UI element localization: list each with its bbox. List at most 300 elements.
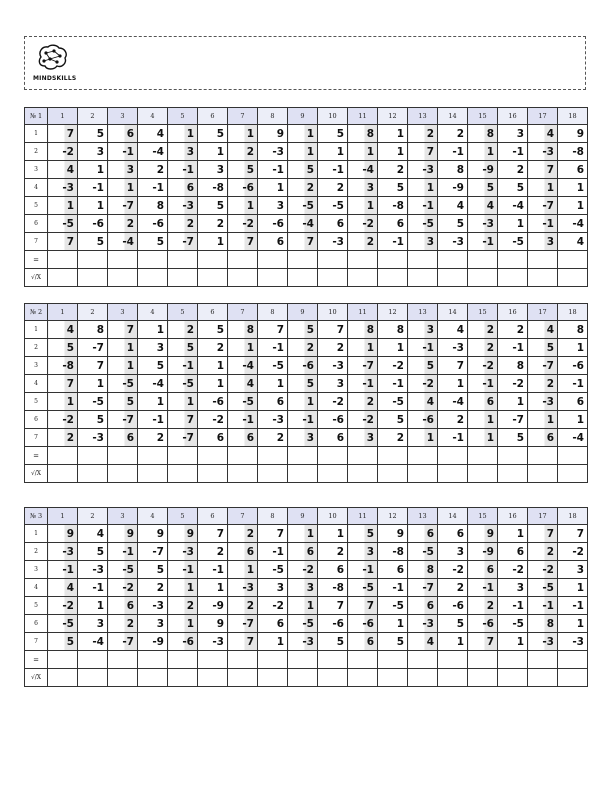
column-header: 6 [198, 108, 228, 125]
column-header: 2 [78, 108, 108, 125]
number-cell: -2 [318, 393, 348, 411]
number-cell: 1 [108, 179, 138, 197]
number-cell: -7 [168, 233, 198, 251]
answer-cell[interactable] [498, 447, 528, 465]
number-cell: -6 [318, 411, 348, 429]
number-cell: -3 [468, 215, 498, 233]
answer-cell[interactable] [138, 447, 168, 465]
answer-cell[interactable] [198, 651, 228, 669]
number-cell: 6 [168, 179, 198, 197]
answer-cell[interactable] [168, 251, 198, 269]
answer-cell[interactable] [288, 651, 318, 669]
table-row [25, 125, 588, 143]
row-label: 7 [25, 633, 48, 651]
check-cell[interactable] [48, 465, 78, 483]
number-cell: 8 [348, 125, 378, 143]
exercise-table-1 [24, 107, 588, 287]
answer-row [25, 447, 588, 465]
number-cell: 1 [468, 429, 498, 447]
number-cell: 8 [408, 561, 438, 579]
number-cell: 1 [108, 339, 138, 357]
answer-cell[interactable] [468, 251, 498, 269]
answer-cell[interactable] [558, 447, 588, 465]
answer-cell[interactable] [558, 251, 588, 269]
check-cell[interactable] [258, 269, 288, 287]
check-cell[interactable] [48, 669, 78, 687]
number-cell: -1 [258, 161, 288, 179]
column-header: 11 [348, 108, 378, 125]
number-cell: 1 [348, 143, 378, 161]
number-cell: 3 [528, 233, 558, 251]
number-cell: 2 [168, 321, 198, 339]
number-cell: 1 [258, 633, 288, 651]
check-cell[interactable] [78, 669, 108, 687]
number-cell: 1 [348, 339, 378, 357]
number-cell: -1 [468, 233, 498, 251]
number-cell: 6 [408, 525, 438, 543]
number-cell: -5 [378, 597, 408, 615]
number-cell: -3 [168, 197, 198, 215]
answer-cell[interactable] [438, 651, 468, 669]
answer-cell[interactable] [138, 251, 168, 269]
number-cell: 1 [198, 579, 228, 597]
number-cell: 1 [288, 393, 318, 411]
column-header: 18 [558, 304, 588, 321]
answer-cell[interactable] [288, 251, 318, 269]
number-cell: -5 [288, 197, 318, 215]
table-row [25, 197, 588, 215]
check-cell[interactable] [408, 269, 438, 287]
answer-cell[interactable] [408, 251, 438, 269]
answer-cell[interactable] [378, 447, 408, 465]
number-cell: 5 [438, 615, 468, 633]
check-cell[interactable] [408, 465, 438, 483]
table-number-label: № 3 [25, 508, 48, 525]
column-header: 14 [438, 508, 468, 525]
number-cell: -1 [78, 579, 108, 597]
number-cell: 2 [198, 543, 228, 561]
number-cell: -1 [228, 411, 258, 429]
number-cell: 1 [288, 125, 318, 143]
check-cell[interactable] [288, 465, 318, 483]
column-header: 7 [228, 508, 258, 525]
check-cell[interactable] [78, 269, 108, 287]
number-cell: -3 [78, 429, 108, 447]
number-cell: 1 [198, 375, 228, 393]
answer-cell[interactable] [288, 447, 318, 465]
check-cell[interactable] [168, 465, 198, 483]
number-cell: 1 [378, 339, 408, 357]
number-cell: 7 [78, 357, 108, 375]
check-cell[interactable] [258, 669, 288, 687]
number-cell: 4 [438, 321, 468, 339]
number-cell: -1 [378, 233, 408, 251]
number-cell: -1 [348, 375, 378, 393]
row-label: 3 [25, 161, 48, 179]
number-cell: 4 [558, 233, 588, 251]
column-header: 15 [468, 508, 498, 525]
number-cell: 2 [228, 525, 258, 543]
answer-cell[interactable] [318, 651, 348, 669]
table-header-row [25, 108, 588, 125]
check-cell[interactable] [438, 465, 468, 483]
check-cell[interactable] [468, 465, 498, 483]
check-cell[interactable] [348, 669, 378, 687]
number-cell: 6 [198, 429, 228, 447]
answer-cell[interactable] [228, 251, 258, 269]
answer-cell[interactable] [348, 651, 378, 669]
number-cell: 7 [108, 321, 138, 339]
table-row [25, 615, 588, 633]
check-cell[interactable] [168, 669, 198, 687]
number-cell: 5 [138, 357, 168, 375]
check-cell[interactable] [138, 669, 168, 687]
check-cell[interactable] [198, 269, 228, 287]
answer-cell[interactable] [438, 251, 468, 269]
column-header: 13 [408, 508, 438, 525]
check-cell[interactable] [138, 465, 168, 483]
answer-cell[interactable] [108, 447, 138, 465]
check-cell[interactable] [558, 465, 588, 483]
check-cell[interactable] [528, 669, 558, 687]
number-cell: 2 [168, 597, 198, 615]
answer-cell[interactable] [48, 651, 78, 669]
check-cell[interactable] [198, 669, 228, 687]
number-cell: 1 [258, 179, 288, 197]
column-header: 15 [468, 304, 498, 321]
number-cell: 1 [318, 143, 348, 161]
check-cell[interactable] [318, 465, 348, 483]
check-cell[interactable] [168, 269, 198, 287]
number-cell: 5 [528, 339, 558, 357]
answer-cell[interactable] [78, 447, 108, 465]
number-cell: -4 [108, 233, 138, 251]
number-cell: 6 [348, 633, 378, 651]
number-cell: 5 [408, 357, 438, 375]
number-cell: 1 [78, 375, 108, 393]
answer-cell[interactable] [318, 447, 348, 465]
number-cell: 1 [468, 143, 498, 161]
number-cell: 3 [258, 197, 288, 215]
number-cell: -6 [438, 597, 468, 615]
row-label: 3 [25, 357, 48, 375]
number-cell: 2 [198, 215, 228, 233]
answer-cell[interactable] [48, 447, 78, 465]
number-cell: -6 [258, 215, 288, 233]
column-header: 3 [108, 508, 138, 525]
number-cell: -5 [108, 561, 138, 579]
column-header: 18 [558, 108, 588, 125]
number-cell: 3 [348, 429, 378, 447]
number-cell: 2 [48, 429, 78, 447]
check-cell[interactable] [438, 269, 468, 287]
check-cell[interactable] [108, 669, 138, 687]
check-cell[interactable] [258, 465, 288, 483]
number-cell: -1 [48, 561, 78, 579]
check-cell[interactable] [318, 269, 348, 287]
number-cell: 1 [78, 197, 108, 215]
number-cell: 5 [108, 393, 138, 411]
number-cell: 5 [198, 321, 228, 339]
number-cell: -3 [558, 633, 588, 651]
number-cell: -4 [438, 393, 468, 411]
check-label: √/X [25, 669, 48, 687]
answer-cell[interactable] [198, 251, 228, 269]
table-row [25, 233, 588, 251]
number-cell: -6 [288, 357, 318, 375]
number-cell: 3 [258, 579, 288, 597]
check-cell[interactable] [378, 669, 408, 687]
number-cell: 7 [528, 525, 558, 543]
number-cell: 5 [438, 215, 468, 233]
answer-cell[interactable] [408, 447, 438, 465]
column-header: 11 [348, 508, 378, 525]
number-cell: 2 [378, 429, 408, 447]
number-cell: 2 [438, 411, 468, 429]
number-cell: -1 [198, 561, 228, 579]
number-cell: 2 [438, 125, 468, 143]
answer-cell[interactable] [528, 447, 558, 465]
check-cell[interactable] [288, 669, 318, 687]
number-cell: 8 [498, 357, 528, 375]
number-cell: 2 [228, 597, 258, 615]
number-cell: 1 [498, 525, 528, 543]
check-cell[interactable] [228, 465, 258, 483]
number-cell: 3 [558, 561, 588, 579]
number-cell: 6 [108, 597, 138, 615]
number-cell: 1 [288, 143, 318, 161]
number-cell: -6 [408, 411, 438, 429]
number-cell: -6 [468, 615, 498, 633]
number-cell: 1 [558, 411, 588, 429]
number-cell: 6 [408, 597, 438, 615]
answer-cell[interactable] [498, 651, 528, 669]
number-cell: 9 [138, 525, 168, 543]
check-cell[interactable] [48, 269, 78, 287]
answer-cell[interactable] [348, 251, 378, 269]
check-cell[interactable] [468, 669, 498, 687]
number-cell: 8 [468, 125, 498, 143]
number-cell: -1 [138, 179, 168, 197]
number-cell: 4 [438, 197, 468, 215]
check-cell[interactable] [468, 269, 498, 287]
number-cell: 4 [228, 375, 258, 393]
number-cell: -1 [408, 339, 438, 357]
number-cell: 2 [438, 579, 468, 597]
answer-cell[interactable] [258, 651, 288, 669]
number-cell: 1 [498, 215, 528, 233]
column-header: 9 [288, 304, 318, 321]
answer-cell[interactable] [78, 251, 108, 269]
number-cell: 7 [168, 411, 198, 429]
number-cell: 4 [408, 393, 438, 411]
check-cell[interactable] [408, 669, 438, 687]
number-cell: 5 [378, 179, 408, 197]
check-cell[interactable] [78, 465, 108, 483]
row-label: 6 [25, 215, 48, 233]
check-cell[interactable] [378, 465, 408, 483]
check-cell[interactable] [108, 465, 138, 483]
number-cell: -8 [378, 543, 408, 561]
answer-cell[interactable] [498, 251, 528, 269]
answer-label: = [25, 251, 48, 269]
number-cell: 1 [228, 339, 258, 357]
answer-cell[interactable] [378, 251, 408, 269]
number-cell: 5 [468, 179, 498, 197]
column-header: 2 [78, 304, 108, 321]
number-cell: -1 [558, 375, 588, 393]
number-cell: 6 [258, 615, 288, 633]
number-cell: 2 [408, 125, 438, 143]
number-cell: 6 [108, 429, 138, 447]
number-cell: 4 [528, 125, 558, 143]
table-row [25, 597, 588, 615]
number-cell: -5 [408, 215, 438, 233]
number-cell: 7 [258, 525, 288, 543]
answer-cell[interactable] [468, 447, 498, 465]
answer-cell[interactable] [318, 251, 348, 269]
answer-cell[interactable] [468, 651, 498, 669]
number-cell: -7 [78, 339, 108, 357]
number-cell: 4 [528, 321, 558, 339]
number-cell: 3 [168, 143, 198, 161]
answer-cell[interactable] [528, 251, 558, 269]
answer-cell[interactable] [348, 447, 378, 465]
number-cell: 5 [138, 561, 168, 579]
check-cell[interactable] [498, 269, 528, 287]
check-cell[interactable] [438, 669, 468, 687]
answer-cell[interactable] [168, 447, 198, 465]
answer-cell[interactable] [168, 651, 198, 669]
check-cell[interactable] [558, 269, 588, 287]
check-cell[interactable] [108, 269, 138, 287]
check-row [25, 669, 588, 687]
check-cell[interactable] [318, 669, 348, 687]
number-cell: 2 [228, 143, 258, 161]
number-cell: -5 [108, 375, 138, 393]
answer-cell[interactable] [108, 251, 138, 269]
number-cell: 8 [348, 321, 378, 339]
answer-cell[interactable] [378, 651, 408, 669]
check-cell[interactable] [558, 669, 588, 687]
table-number-label: № 2 [25, 304, 48, 321]
mindskills-logo [31, 43, 75, 85]
number-cell: 2 [468, 339, 498, 357]
check-cell[interactable] [138, 269, 168, 287]
number-cell: 2 [498, 321, 528, 339]
number-cell: -4 [288, 215, 318, 233]
number-cell: 7 [438, 357, 468, 375]
answer-cell[interactable] [48, 251, 78, 269]
check-cell[interactable] [378, 269, 408, 287]
number-cell: 1 [168, 393, 198, 411]
row-label: 7 [25, 233, 48, 251]
answer-cell[interactable] [408, 651, 438, 669]
answer-cell[interactable] [258, 447, 288, 465]
number-cell: -5 [48, 615, 78, 633]
number-cell: 1 [258, 375, 288, 393]
check-cell[interactable] [498, 669, 528, 687]
column-header: 1 [48, 508, 78, 525]
number-cell: 1 [558, 179, 588, 197]
answer-cell[interactable] [438, 447, 468, 465]
number-cell: 7 [48, 375, 78, 393]
number-cell: -2 [378, 357, 408, 375]
answer-cell[interactable] [228, 651, 258, 669]
number-cell: -6 [318, 615, 348, 633]
column-header: 6 [198, 508, 228, 525]
number-cell: 2 [318, 339, 348, 357]
answer-cell[interactable] [558, 651, 588, 669]
answer-cell[interactable] [528, 651, 558, 669]
number-cell: 4 [468, 197, 498, 215]
number-cell: 5 [78, 125, 108, 143]
answer-row [25, 251, 588, 269]
column-header: 16 [498, 304, 528, 321]
answer-cell[interactable] [78, 651, 108, 669]
answer-cell[interactable] [228, 447, 258, 465]
worksheet-header [24, 36, 586, 90]
number-cell: 2 [288, 339, 318, 357]
row-label: 4 [25, 375, 48, 393]
number-cell: -1 [378, 579, 408, 597]
number-cell: 7 [258, 321, 288, 339]
answer-label: = [25, 447, 48, 465]
number-cell: 2 [168, 215, 198, 233]
column-header: 2 [78, 508, 108, 525]
check-cell[interactable] [498, 465, 528, 483]
check-cell[interactable] [228, 269, 258, 287]
answer-cell[interactable] [258, 251, 288, 269]
number-cell: 3 [408, 233, 438, 251]
number-cell: -3 [528, 143, 558, 161]
number-cell: 3 [498, 125, 528, 143]
check-cell[interactable] [528, 465, 558, 483]
number-cell: -3 [438, 233, 468, 251]
check-cell[interactable] [528, 269, 558, 287]
number-cell: -1 [138, 411, 168, 429]
number-cell: 1 [228, 197, 258, 215]
answer-cell[interactable] [198, 447, 228, 465]
number-cell: -5 [528, 579, 558, 597]
row-label: 2 [25, 543, 48, 561]
check-cell[interactable] [198, 465, 228, 483]
number-cell: -1 [528, 597, 558, 615]
number-cell: 1 [288, 525, 318, 543]
table-row [25, 543, 588, 561]
number-cell: 6 [558, 393, 588, 411]
check-cell[interactable] [348, 269, 378, 287]
number-cell: -1 [468, 579, 498, 597]
answer-cell[interactable] [108, 651, 138, 669]
check-cell[interactable] [348, 465, 378, 483]
number-cell: -6 [138, 215, 168, 233]
number-cell: 6 [258, 393, 288, 411]
number-cell: 5 [168, 339, 198, 357]
column-header: 10 [318, 508, 348, 525]
number-cell: -6 [168, 633, 198, 651]
number-cell: 6 [378, 561, 408, 579]
number-cell: -5 [318, 197, 348, 215]
number-cell: -3 [318, 357, 348, 375]
number-cell: 5 [288, 321, 318, 339]
check-cell[interactable] [288, 269, 318, 287]
number-cell: -2 [108, 579, 138, 597]
number-cell: -5 [258, 357, 288, 375]
number-cell: -6 [228, 179, 258, 197]
check-cell[interactable] [228, 669, 258, 687]
answer-cell[interactable] [138, 651, 168, 669]
